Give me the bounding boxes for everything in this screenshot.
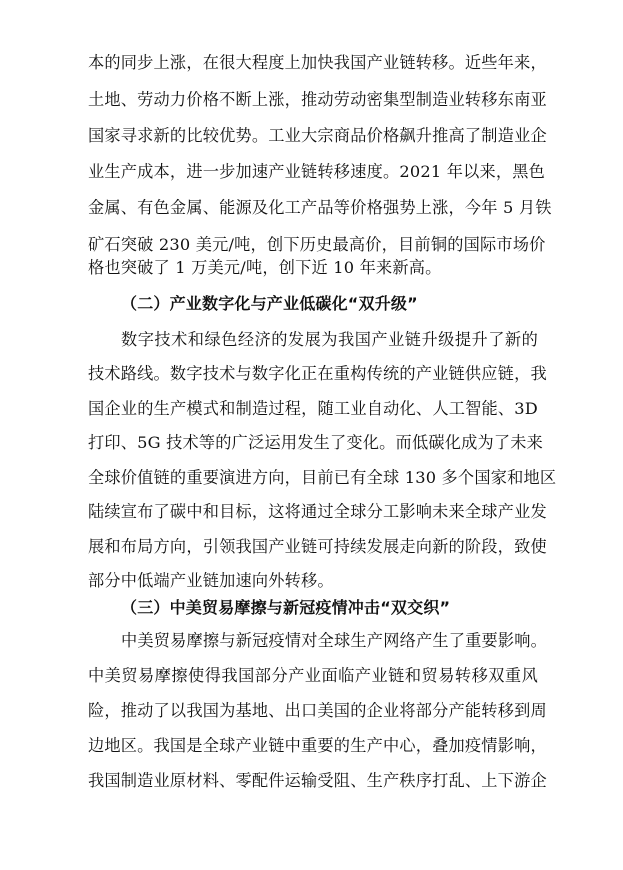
paragraph-line: 陆续宣布了碳中和目标，这将通过全球分工影响未来全球产业发: [88, 502, 547, 521]
paragraph-line: 矿石突破 230 美元/吨，创下历史最高价，目前铜的国际市场价: [88, 235, 546, 254]
paragraph-line: 国家寻求新的比较优势。工业大宗商品价格飙升推高了制造业企: [88, 126, 547, 145]
paragraph-line: 打印、5G 技术等的广泛运用发生了变化。而低碳化成为了未来: [88, 433, 544, 452]
paragraph-line: 国企业的生产模式和制造过程，随工业自动化、人工智能、3D: [88, 399, 538, 418]
paragraph-line: 部分中低端产业链加速向外转移。: [88, 571, 334, 590]
paragraph-line: 业生产成本，进一步加速产业链转移速度。2021 年以来，黑色: [88, 162, 546, 181]
paragraph-line: 展和布局方向，引领我国产业链可持续发展走向新的阶段，致使: [88, 537, 547, 556]
section-heading: （二）产业数字化与产业低碳化“双升级”: [121, 294, 418, 313]
paragraph-line: 险，推动了以我国为基地、出口美国的企业将部分产能转移到周: [88, 701, 547, 720]
paragraph-line: 我国制造业原材料、零配件运输受阻、生产秩序打乱、上下游企: [88, 771, 547, 790]
paragraph-line: 技术路线。数字技术与数字化正在重构传统的产业链供应链，我: [88, 364, 547, 383]
paragraph-line: 边地区。我国是全球产业链中重要的生产中心，叠加疫情影响，: [88, 736, 547, 755]
paragraph-line: 中美贸易摩擦与新冠疫情对全球生产网络产生了重要影响。: [121, 631, 548, 650]
paragraph-line: 金属、有色金属、能源及化工产品等价格强势上涨，今年 5 月铁: [88, 198, 552, 217]
paragraph-line: 中美贸易摩擦使得我国部分产业面临产业链和贸易转移双重风: [88, 666, 538, 685]
paragraph-line: 数字技术和绿色经济的发展为我国产业链升级提升了新的: [121, 330, 538, 349]
paragraph-line: 本的同步上涨，在很大程度上加快我国产业链转移。近些年来，: [88, 53, 547, 72]
paragraph-line: 土地、劳动力价格不断上涨，推动劳动密集型制造业转移东南亚: [88, 90, 547, 109]
section-heading: （三）中美贸易摩擦与新冠疫情冲击“双交织”: [121, 598, 451, 617]
paragraph-line: 全球价值链的重要演进方向，目前已有全球 130 多个国家和地区: [88, 468, 557, 487]
paragraph-line: 格也突破了 1 万美元/吨，创下近 10 年来新高。: [88, 258, 442, 277]
